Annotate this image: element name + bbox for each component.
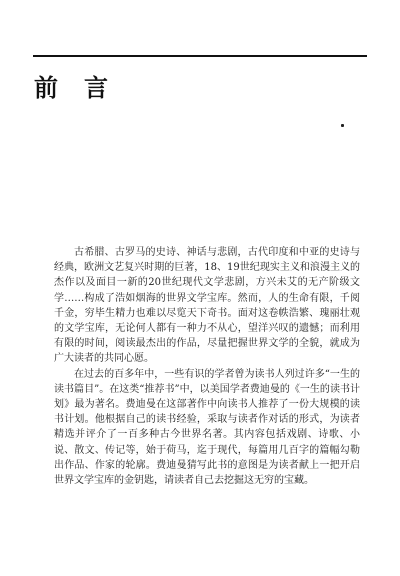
page-heading: 前言 <box>34 74 134 102</box>
paragraph-1: 古希腊、古罗马的史诗、神话与悲剧，古代印度和中亚的史诗与经典，欧洲文艺复兴时期的巨著，18、19世纪现实主义和浪漫主义的杰作以及面目一新的20世纪现代文学悲剧，方兴未艾的无产阶级文学……构成了浩如烟海的世界文学宝库。然而，人的生命有限，千阅千金，穷毕生精力也难以尽览天下奇书。面对这卷帙浩繁、瑰丽壮观的文学宝库，无论何人都有一种力不从心，望洋兴叹的遗憾；而利用有限的时间，阅读最杰出的作品，尽量把握世界文学的全貌，就成为广大读者的共同心愿。 <box>54 247 360 365</box>
preface-body <box>54 245 360 488</box>
print-speck <box>341 124 344 127</box>
top-rule <box>33 55 367 57</box>
paragraph-2: 在过去的百多年中，一些有识的学者曾为读书人列过许多“一生的读书篇目”。在这类“推荐书”中，以美国学者费迪曼的《一生的读书计划》最为著名。费迪曼在这部著作中向读书人推荐了一份大规模的读书计划。他根据自己的读书经验，采取与读者作对话的形式，为读者精选并评介了一百多种古今世界名著。其内容包括戏剧、诗歌、小说、散文、传记等，始于荷马，迄于现代，每篇用几百字的篇幅勾勒出作品、作家的轮廓。费迪曼猜写此书的意图是为读者献上一把开启世界文学宝库的金钥匙，请读者自己去挖掘这无穷的宝藏。 <box>54 368 360 487</box>
